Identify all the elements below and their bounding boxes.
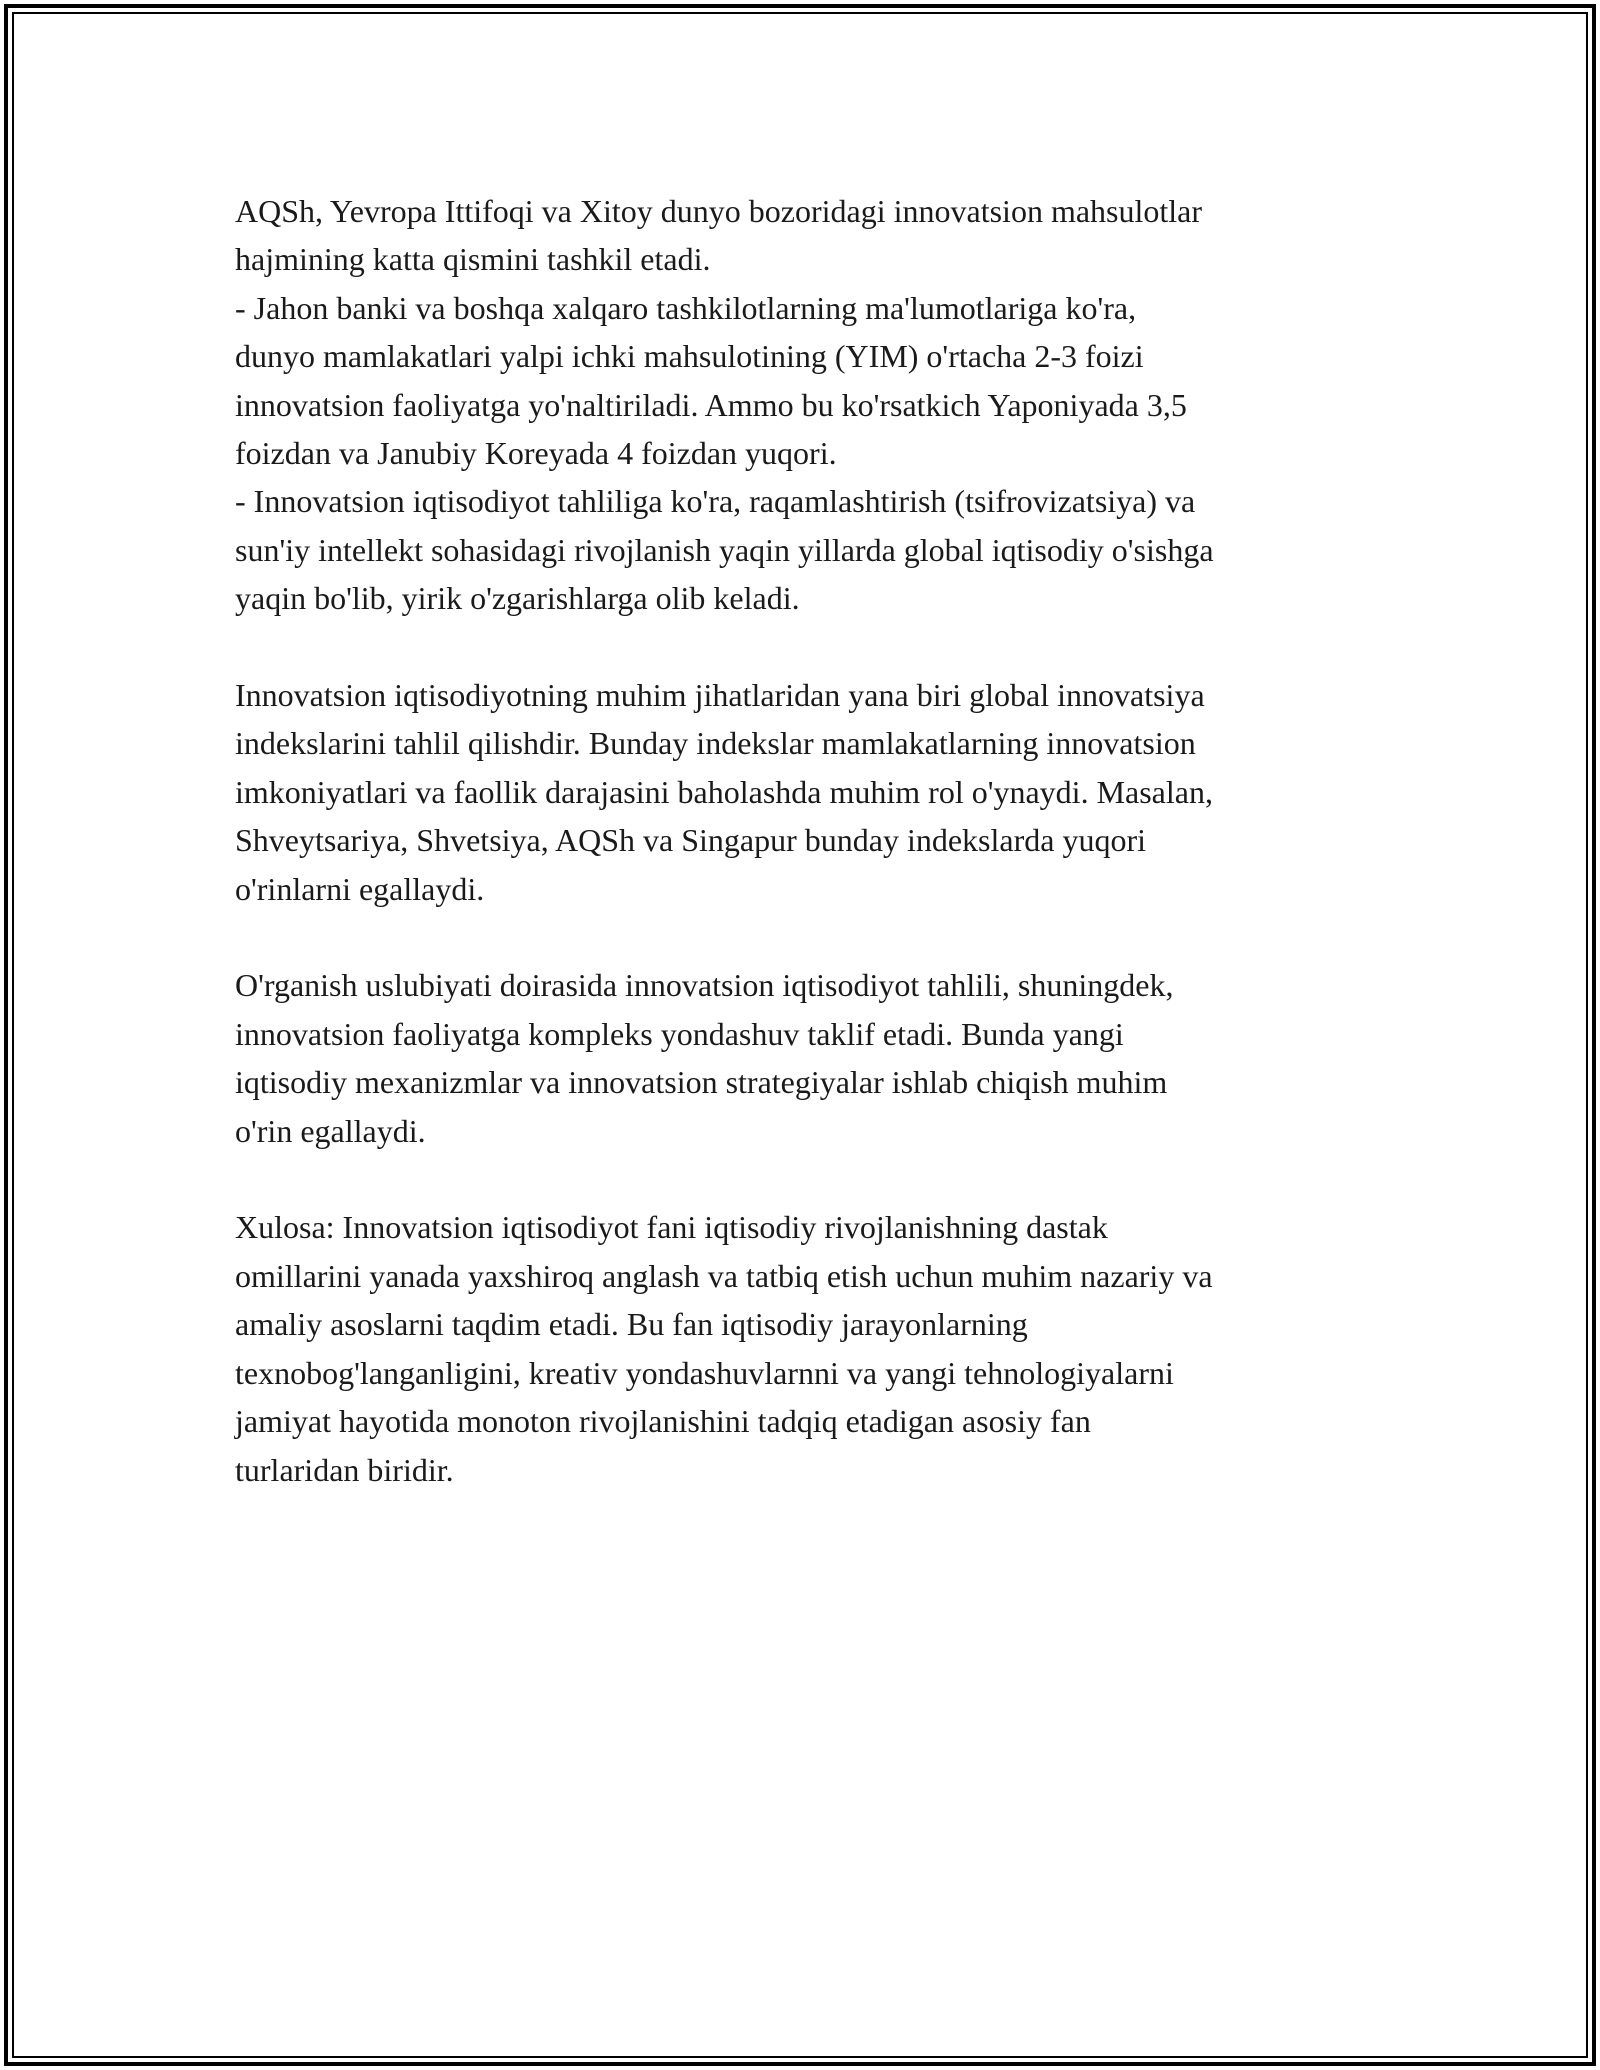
text-line: sun'iy intellekt sohasidagi rivojlanish yaqin yillarda global iqtisodiy o'sishga (235, 531, 1214, 568)
text-line: omillarini yanada yaxshiroq anglash va tatbiq etish uchun muhim nazariy va (235, 1257, 1213, 1294)
text-line: foizdan va Janubiy Koreyada 4 foizdan yuqori. (235, 435, 837, 472)
paragraph-2 (235, 671, 1375, 913)
text-line: yaqin bo'lib, yirik o'zgarishlarga olib keladi. (235, 580, 800, 617)
text-line: innovatsion faoliyatga yo'naltiriladi. Ammo bu ko'rsatkich Yaponiyada 3,5 (235, 386, 1187, 423)
text-line: indekslarini tahlil qilishdir. Bunday indekslar mamlakatlarning innovatsion (235, 725, 1196, 762)
paragraph-spacer (235, 913, 1375, 961)
text-line: - Jahon banki va boshqa xalqaro tashkilotlarning ma'lumotlariga ko'ra, (235, 289, 1137, 326)
text-line: Xulosa: Innovatsion iqtisodiyot fani iqtisodiy rivojlanishning dastak (235, 1209, 1108, 1246)
text-line: Innovatsion iqtisodiyotning muhim jihatlaridan yana biri global innovatsiya (235, 677, 1205, 714)
text-line: hajmining katta qismini tashkil etadi. (235, 241, 711, 278)
paragraph-1 (235, 187, 1375, 623)
text-line: AQSh, Yevropa Ittifoqi va Xitoy dunyo bozoridagi innovatsion mahsulotlar (235, 193, 1203, 229)
text-line: innovatsion faoliyatga kompleks yondashuv taklif etadi. Bunda yangi (235, 1015, 1124, 1052)
text-line: texnobog'langanligini, kreativ yondashuvlarnni va yangi tehnologiyalarni (235, 1354, 1174, 1391)
text-line: amaliy asoslarni taqdim etadi. Bu fan iqtisodiy jarayonlarning (235, 1306, 1028, 1343)
paragraph-spacer (235, 1155, 1375, 1203)
paragraph-spacer (235, 623, 1375, 671)
text-line: dunyo mamlakatlari yalpi ichki mahsulotining (YIM) o'rtacha 2-3 foizi (235, 338, 1144, 375)
text-line: turlaridan biridir. (235, 1451, 454, 1488)
text-line: jamiyat hayotida monoton rivojlanishini tadqiq etadigan asosiy fan (235, 1403, 1091, 1440)
text-line: O'rganish uslubiyati doirasida innovatsion iqtisodiyot tahlili, shuningdek, (235, 967, 1174, 1004)
text-line: iqtisodiy mexanizmlar va innovatsion strategiyalar ishlab chiqish muhim (235, 1064, 1168, 1101)
paragraph-4 (235, 1203, 1375, 1493)
text-line: Shveytsariya, Shvetsiya, AQSh va Singapur bunday indekslarda yuqori (235, 822, 1146, 859)
paragraph-3 (235, 961, 1375, 1155)
text-line: imkoniyatlari va faollik darajasini baholashda muhim rol o'ynaydi. Masalan, (235, 773, 1213, 810)
text-line: - Innovatsion iqtisodiyot tahliliga ko'ra, raqamlashtirish (tsifrovizatsiya) va (235, 483, 1196, 520)
document-body (235, 187, 1375, 1494)
text-line: o'rinlarni egallaydi. (235, 870, 485, 907)
text-line: o'rin egallaydi. (235, 1112, 426, 1149)
